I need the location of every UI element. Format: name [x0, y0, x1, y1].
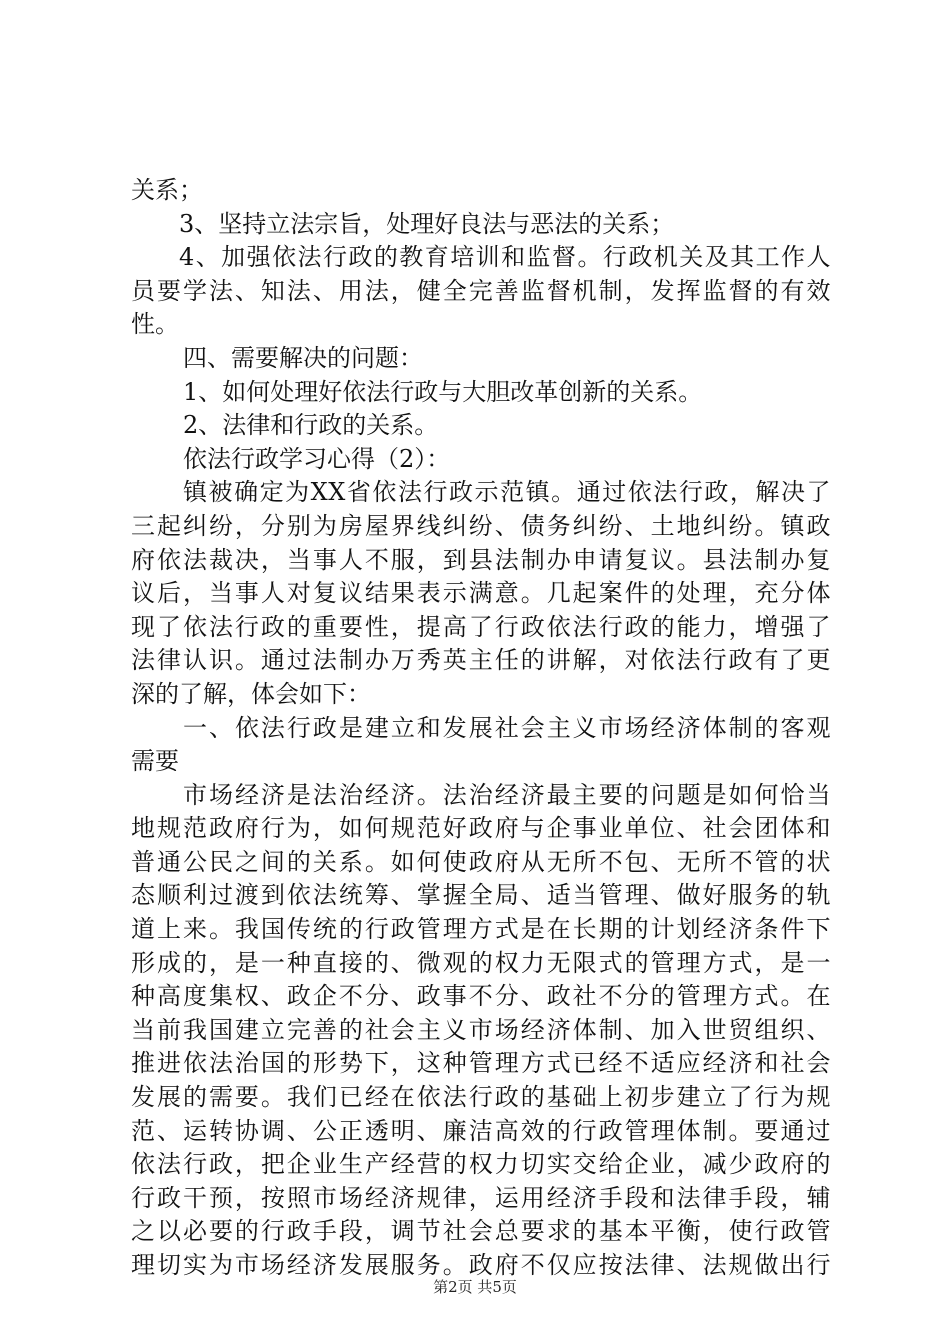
text-line: 三起纠纷，分别为房屋界线纠纷、债务纠纷、土地纠纷。镇政 — [131, 511, 831, 540]
page-number-footer: 第2页 共5页 — [433, 1278, 517, 1296]
text-line: 法律认识。通过法制办万秀英主任的讲解，对依法行政有了更 — [131, 646, 831, 675]
section-heading: 一、依法行政是建立和发展社会主义市场经济体制的客观 — [183, 713, 831, 742]
text-line: 行政干预，按照市场经济规律，运用经济手段和法律手段，辅 — [131, 1183, 831, 1212]
text-line: 深的了解，体会如下： — [131, 679, 371, 708]
text-line: 道上来。我国传统的行政管理方式是在长期的计划经济条件下 — [131, 915, 831, 944]
text-line: 镇被确定为XX省依法行政示范镇。通过依法行政，解决了 — [183, 478, 831, 507]
text-line: 理切实为市场经济发展服务。政府不仅应按法律、法规做出行 — [131, 1251, 831, 1279]
text-line: 市场经济是法治经济。法治经济最主要的问题是如何恰当 — [183, 780, 831, 809]
text-line: 地规范政府行为，如何规范好政府与企事业单位、社会团体和 — [131, 814, 831, 843]
section-heading: 依法行政学习心得（2）： — [183, 444, 451, 473]
text-line: 府依法裁决，当事人不服，到县法制办申请复议。县法制办复 — [131, 545, 831, 574]
text-line: 之以必要的行政手段，调节社会总要求的基本平衡，使行政管 — [131, 1217, 831, 1246]
document-body — [131, 174, 831, 1283]
text-line: 范、运转协调、公正透明、廉洁高效的行政管理体制。要通过 — [131, 1116, 831, 1145]
text-line: 性。 — [131, 310, 179, 339]
text-line: 关系； — [131, 176, 203, 204]
text-line: 普通公民之间的关系。如何使政府从无所不包、无所不管的状 — [131, 847, 831, 876]
text-line: 依法行政，把企业生产经营的权力切实交给企业，减少政府的 — [131, 1150, 831, 1179]
text-line: 当前我国建立完善的社会主义市场经济体制、加入世贸组织、 — [131, 1015, 831, 1044]
text-line: 形成的，是一种直接的、微观的权力无限式的管理方式，是一 — [131, 948, 831, 977]
text-line: 发展的需要。我们已经在依法行政的基础上初步建立了行为规 — [131, 1083, 831, 1112]
text-line: 2、法律和行政的关系。 — [183, 411, 439, 440]
text-line: 1、如何处理好依法行政与大胆改革创新的关系。 — [183, 377, 703, 406]
text-line: 4、加强依法行政的教育培训和监督。行政机关及其工作人 — [179, 243, 831, 272]
text-line: 推进依法治国的形势下，这种管理方式已经不适应经济和社会 — [131, 1049, 831, 1078]
text-line: 现了依法行政的重要性，提高了行政依法行政的能力，增强了 — [131, 612, 831, 641]
text-line: 员要学法、知法、用法，健全完善监督机制，发挥监督的有效 — [131, 276, 831, 305]
text-line: 种高度集权、政企不分、政事不分、政社不分的管理方式。在 — [131, 982, 831, 1011]
text-line: 议后，当事人对复议结果表示满意。几起案件的处理，充分体 — [131, 579, 831, 608]
text-line: 态顺利过渡到依法统筹、掌握全局、适当管理、做好服务的轨 — [131, 881, 831, 910]
section-heading: 需要 — [131, 747, 179, 776]
section-heading: 四、需要解决的问题： — [183, 343, 423, 372]
text-line: 3、坚持立法宗旨，处理好良法与恶法的关系； — [179, 209, 675, 238]
